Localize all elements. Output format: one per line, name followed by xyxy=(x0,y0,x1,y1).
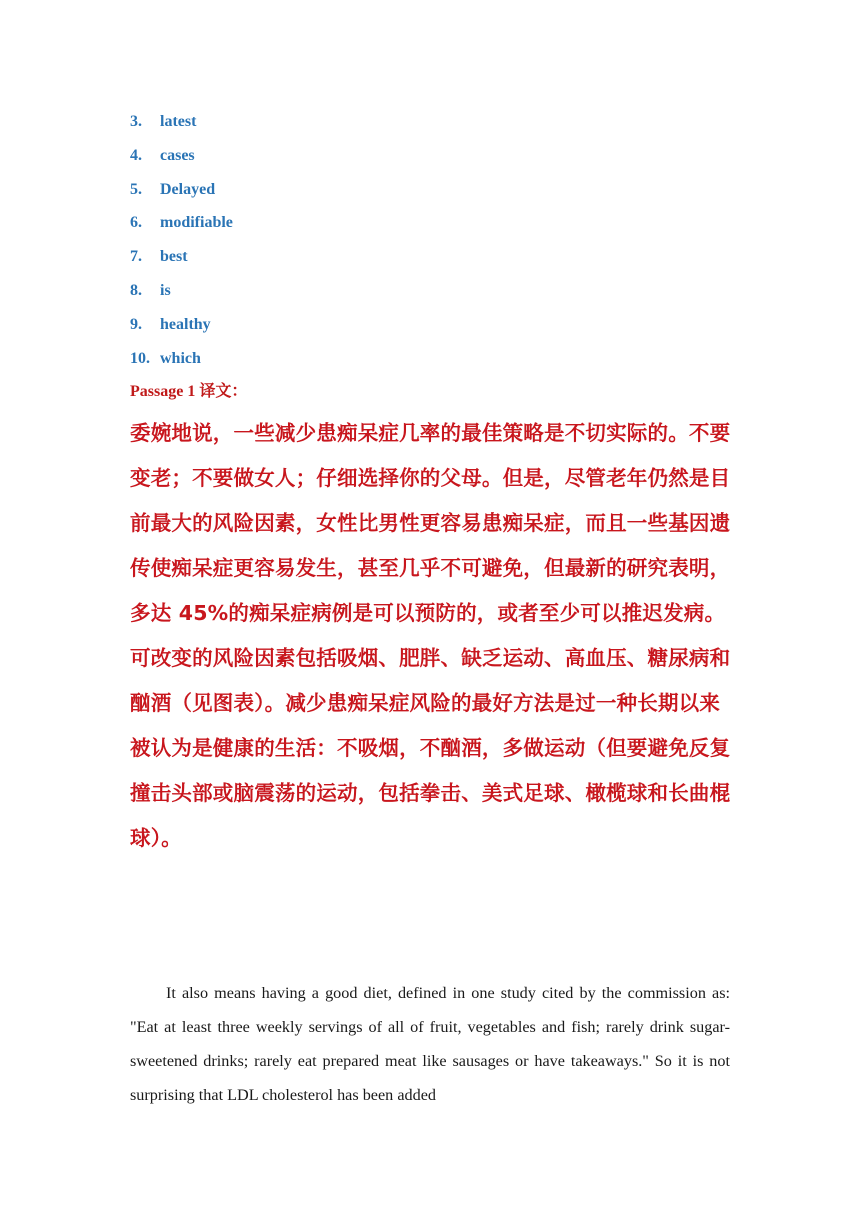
answer-number: 3. xyxy=(130,113,142,130)
answer-item-9 xyxy=(130,313,730,347)
answer-number: 4. xyxy=(130,146,142,164)
translation-paragraph-2: 可改变的风险因素包括吸烟、肥胖、缺乏运动、高血压、糖尿病和酗酒（见图表）。减少患痴呆症风险的最好方法是过一种长期以来被认为是健康的生活：不吸烟，不酗酒，多做运动（但要避免反复撞击头部或脑震荡的运动，包括拳击、美式足球、橄榄球和长曲棍球）。 xyxy=(130,646,731,850)
answer-word: is xyxy=(160,281,171,299)
answer-number: 10. xyxy=(130,349,150,367)
translation-paragraph-1: 委婉地说，一些减少患痴呆症几率的最佳策略是不切实际的。不要变老；不要做女人；仔细选择你的父母。但是，尽管老年仍然是目前最大的风险因素，女性比男性更容易患痴呆症，而且一些基因遗传使痴呆症更容易发生，甚至几乎不可避免，但最新的研究表明，多达 45%的痴呆症病例是可以预防的，或者至少可以推迟发病。 xyxy=(130,421,731,625)
chinese-translation xyxy=(130,411,734,861)
answer-word: healthy xyxy=(160,315,211,333)
answer-item-10 xyxy=(130,347,730,381)
answer-number: 5. xyxy=(130,180,142,198)
answer-word: which xyxy=(160,349,201,367)
answer-number: 7. xyxy=(130,248,142,266)
answer-word: latest xyxy=(160,113,197,130)
answer-item-3 xyxy=(130,110,730,144)
answer-number: 6. xyxy=(130,214,142,232)
answer-item-6 xyxy=(130,211,730,245)
answer-item-8 xyxy=(130,279,730,313)
answer-word: best xyxy=(160,248,188,266)
answer-item-5 xyxy=(130,178,730,212)
answer-item-7 xyxy=(130,245,730,279)
answer-item-4 xyxy=(130,144,730,178)
answer-number: 8. xyxy=(130,281,142,299)
answer-word: cases xyxy=(160,146,195,164)
answer-word: modifiable xyxy=(160,214,233,232)
answer-number: 9. xyxy=(130,315,142,333)
passage-heading: Passage 1 译文： xyxy=(130,383,248,400)
english-paragraph: It also means having a good diet, defined in one study cited by the commission as: "Eat at least three weekly servings of all of fruit, vegetables and fish; rarely drink sugar-sweetened drinks; rarely eat prepared meat like sausages or have takeaways." So it is not surprising that LDL cholesterol has been added xyxy=(130,984,730,1104)
answer-list xyxy=(130,110,730,380)
answer-word: Delayed xyxy=(160,180,216,198)
